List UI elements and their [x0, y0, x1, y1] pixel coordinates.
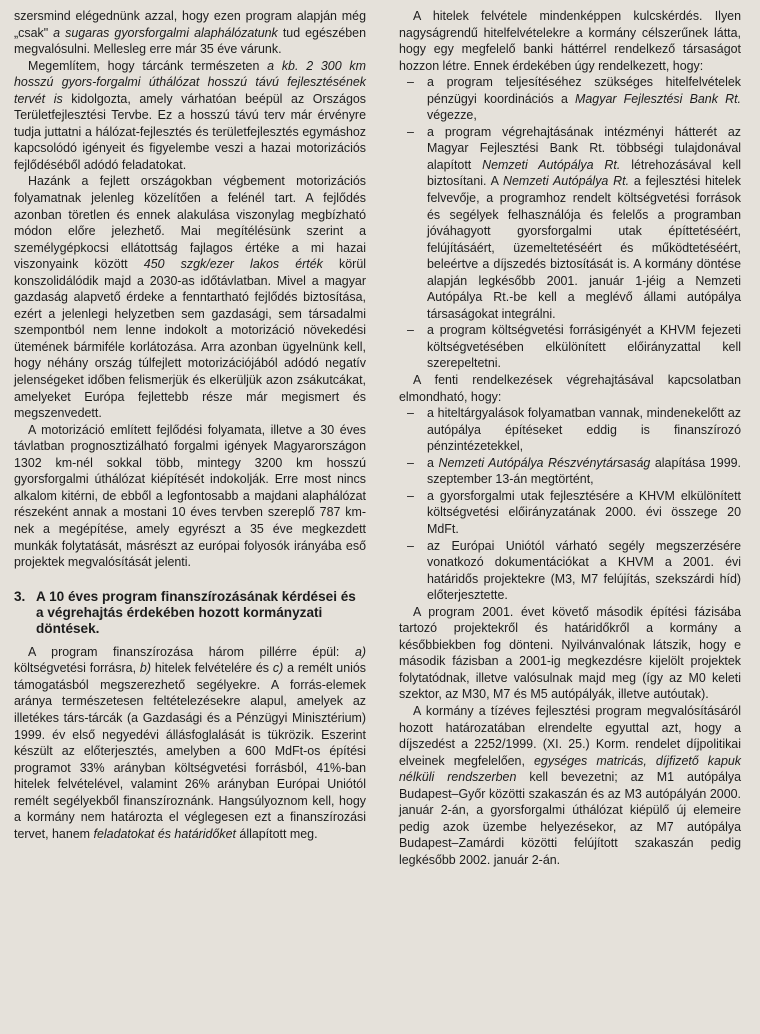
text: létrehozásával kell biztosítani. A [427, 157, 741, 189]
emphasis: a kb. 2 300 km hosszú gyors-forgalmi úthálózat hosszú távú fejlesztésének tervét is [14, 58, 366, 106]
text: tud egészében megvalósulni. Mellesleg erre már 35 éve várunk. [14, 25, 367, 57]
emphasis: Nemzeti Autópálya Rt. [503, 174, 630, 189]
emphasis: a sugaras gyorsforgalmi alaphálózatunk [53, 25, 278, 40]
emphasis: Nemzeti Autópálya Részvénytársaság [438, 455, 651, 470]
emphasis: Magyar Fejlesztési Bank Rt. [575, 91, 741, 106]
text: a remélt uniós támogatásból megszerezhető segélyekre. A forrás-elemek aránya természetesen feltételezésekre alapul, amelyek az illetékes társ-tárcák (a Gazdasági és a Pénzügyi Minisztérium) 1999. év első negyedévi állásfoglalását is tükrözik. Eszerint készült az előterjesztés, amelyben a 600 MdFt-os építési programot 33% arányban költségvetési forrásból, 41%-ban hitelek felvételével, valamint 26% arányban Európai Uniótól remélt segélyekből finanszíroznánk. Hangsúlyoznom kell, hogy a kormány nem határozta el véglegesen ezt a finanszírozási tervet, hanem [14, 661, 367, 841]
list-item [399, 74, 741, 124]
list-item: – a gyorsforgalmi utak fejlesztésére a KHVM elkülönített költségvetési előirányzatának 2000. évi összege 20 MdFt. [399, 488, 741, 538]
list-item [399, 455, 741, 488]
emphasis: feladatokat és határidőket [93, 826, 236, 841]
section-heading [14, 589, 366, 638]
paragraph [14, 8, 366, 58]
right-column [399, 8, 741, 868]
dash-list [399, 74, 741, 372]
text: költségvetési forrásra, [14, 661, 140, 676]
dash-list [399, 405, 741, 604]
text: kell bevezetni; az M1 autópálya Budapest–Győr közötti szakaszán és az M3 autópályán 2000. január 2-án, a gyorsforgalmi úthálózat kiépülő új elemeire pedig azok üzembe helyezésekor, az M7 autópálya Budapest–Zamárdi közötti felújított szakaszán pedig legkésőbb 2002. január 2-án. [399, 770, 741, 867]
list-item [399, 124, 741, 323]
emphasis: c) [272, 661, 284, 676]
list-item: – a hiteltárgyalások folyamatban vannak, mindenekelőtt az autópálya építéseket eddig is finanszírozó pénzintézetekkel, [399, 405, 741, 455]
paragraph: A motorizáció említett fejlődési folyamata, illetve a 30 éves távlatban prognosztizálható forgalmi igények Magyarországon 1302 km-nél sokkal több, mintegy 3200 km hosszú gyorsforgalmi úthálózat kiépítését indokolják. Erre most nincs alkalom kitérni, de ebből a legfontosabb a majdani alaphálózat részeként annak a mostani 10 éves tervben szereplő 787 km-nek a megépítése, amely egyrészt a 35 éve megkezdett munkák folytatását, másrészt az európai folyosók irányába eső projektek megvalósítását jelenti. [14, 422, 366, 570]
emphasis: egységes matricás, díjfizető kapuk nélküli rendszerben [399, 753, 741, 785]
paragraph: A hitelek felvétele mindenképpen kulcskérdés. Ilyen nagyságrendű hitelfelvételekre a kormány célszerűnek látta, hogy egy megfelelő banki háttérrel rendelkező társaságot hozzon létre. Ennek érdekében úgy rendelkezett, hogy: [399, 9, 741, 73]
list-item: – a program költségvetési forrásigényét a KHVM fejezeti költségvetésében elkülönített előirányzattal kell szerepeltetni. [399, 322, 741, 372]
text: alapítása 1999. szeptember 13-án megtörtént, [427, 455, 742, 487]
section-title: A 10 éves program finanszírozásának kérdései és a végrehajtás érdekében hozott kormányzati döntések. [36, 588, 356, 637]
paragraph [14, 58, 366, 174]
text: Megemlítem, hogy tárcánk természeten [28, 58, 268, 73]
text: a program végrehajtásának intézményi hátterét az Magyar Fejlesztési Bank Rt. többségi tulajdonával alapított [427, 124, 741, 172]
text: Hazánk a fejlett országokban végbement motorizációs folyamatnak jelenleg közelítően a felénél tart. A fejlődés azonban töretlen és ennek alakulása viszonylag megbízható módon előre jelezhető. Mai megítélésünk szerint a személygépkocsi ellátottság fajlagos értéke a mi hazai viszonyaink között [14, 174, 366, 272]
text: végezze, [427, 108, 477, 123]
paragraph [399, 703, 741, 868]
text: körül konszolidálódik majd a 2030-as időtávlatban. Mivel a magyar gazdaság alapvető érdeke a fenntartható fejlődés biztosítása, ezért a jelenlegi helyzetben sem gazdasági, sem társadalmi szempontból nem lenne indokolt a motorizáció növekedési ütemének bármiféle korlátozása. Arra azonban ügyelnünk kell, hogy néhány ország túlfejlett motorizációjából adódó negatív jelenségeket időben felismerjük és elkerüljük azon zsákutcákat, amelyeket Európa fejlettebb része már megismert és megszenvedett. [14, 257, 366, 421]
list-item: – az Európai Uniótól várható segély megszerzésére vonatkozó dokumentációkat a KHVM a 2001. évi határidős projektekre (M3, M7 felújítás, szekszárdi híd) előterjesztette. [399, 538, 741, 604]
paragraph [14, 173, 366, 421]
text: A program finanszírozása három pillérre épül: [28, 644, 355, 659]
text: a program teljesítéséhez szükséges hitelfelvételek pénzügyi koordinációs a [427, 75, 741, 106]
emphasis: Nemzeti Autópálya Rt. [482, 157, 621, 172]
text: hitelek felvételére és [150, 661, 273, 676]
text: állapított meg. [235, 826, 318, 841]
paragraph: A program 2001. évet követő második építési fázisába tartozó projektekről és határidőkről a kormány a későbbiekben fog dönteni. Nyilvánvalónak látszik, hogy e második fázisban a 2001-ig megkezdésre kijelölt projektek folytatódnak, illetve valósulnak majd meg (így az M0 keleti szektor, az M30, M7 és M5 autópályák, illetve autóutak). [399, 604, 741, 702]
paragraph [14, 644, 366, 843]
emphasis: b) [139, 661, 151, 676]
paragraph: A fenti rendelkezések végrehajtásával kapcsolatban elmondható, hogy: [399, 373, 741, 404]
section-number: 3. [14, 588, 26, 604]
emphasis: a) [354, 644, 366, 659]
text: a fejlesztési hitelek felvevője, a programhoz rendelt költségvetési források és segélyek felhasználója és felelős a programban jóváhagyott gyorsforgalmi utak építtetéséért, felújításáért, üzemeltetéséért és működtetéséért, beleértve a díjszedés biztosítását is. A kormány döntése alapján legkésőbb 2001. január 1-jéig a Nemzeti Autópálya Rt.-be kell a meglévő állami autópálya társaságokat integrálni. [427, 174, 741, 321]
left-column [14, 8, 366, 842]
text: szersmind elégednünk azzal, hogy ezen program alapján még „csak" [14, 9, 366, 40]
text: A kormány a tízéves fejlesztési program megvalósításáról hozott határozatában elrendelte egyuttal azt, hogy a díjszedést a 2252/1999. (XI. 25.) Korm. rendelet díjpolitikai elveinek megfelelően, [399, 703, 741, 768]
text: kidolgozta, amely várhatóan beépül az Országos Területfejlesztési Tervbe. Ez a hosszú távú terv már érvényre tudja juttatni a hálózat-fejlesztés és területfejlesztés egymáshoz kapcsolódó igényeit és figyelembe veszi a hazai motorizációs fejlődéséből adódó feladatokat. [14, 91, 366, 172]
emphasis: 450 szgk/ezer lakos érték [143, 257, 323, 272]
text: a [427, 455, 439, 470]
